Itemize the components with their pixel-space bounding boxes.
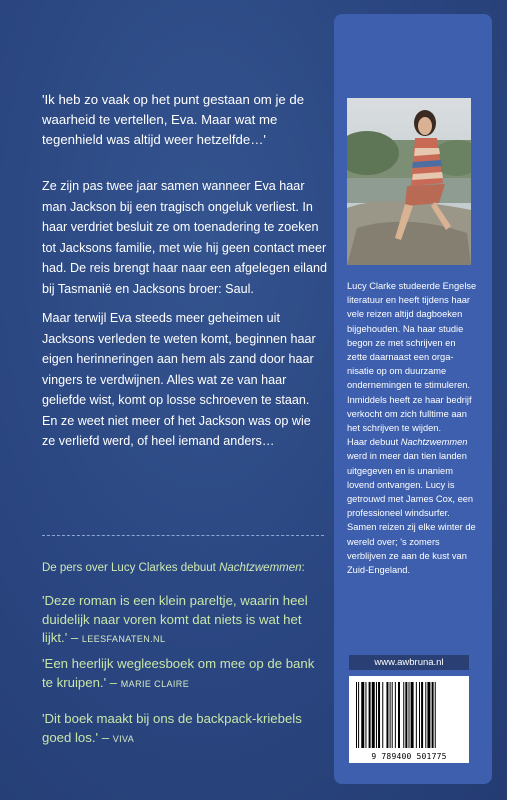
press-intro-title: Nachtzwemmen bbox=[219, 562, 302, 574]
review-1: 'Deze roman is een klein pareltje, waarin heel duidelijk naar voren komt dat niets is wat het lijkt.' – LEESFANATEN.NL bbox=[42, 593, 308, 645]
barcode-bar bbox=[361, 682, 364, 748]
barcode-bar bbox=[425, 682, 426, 748]
bio-book-title: Nachtzwemmen bbox=[400, 437, 468, 448]
barcode-bar bbox=[376, 682, 377, 748]
barcode-bars bbox=[349, 676, 469, 752]
barcode-bar bbox=[390, 682, 391, 748]
barcode-bar bbox=[421, 682, 423, 748]
barcode bbox=[349, 676, 469, 763]
barcode-bar bbox=[378, 682, 380, 748]
review-source: VIVA bbox=[112, 733, 135, 744]
barcode-bar bbox=[365, 682, 366, 748]
author-bio: Lucy Clarke studeerde Engelse literatuur en heeft tijdens haar vele reizen altijd dagboeken bijgehouden. Na haar studie begon ze met schrijven en zette daarnaast een orga-nisatie op om duurzame ondernemingen te stimuleren. Inmiddels heeft ze haar bedrijf verkocht om zich fulltime aan het schrijven te wijden. Haar debuut Nachtzwemmen werd in meer dan tien landen uitgegeven en is unaniem lovend ontvangen. Lucy is getrouwd met James Cox, een professioneel windsurfer. Samen reizen zij elke winter de wereld over; 's zomers verblijven ze aan de kust van Zuid-Engeland. bbox=[347, 281, 477, 576]
press-intro: De pers over Lucy Clarkes debuut Nachtzwemmen: bbox=[42, 562, 305, 574]
publisher-url[interactable]: www.awbruna.nl bbox=[349, 655, 469, 670]
barcode-bar bbox=[411, 682, 414, 748]
barcode-number: 9 789400 501775 bbox=[371, 752, 447, 761]
barcode-bar bbox=[372, 682, 375, 748]
barcode-bar bbox=[432, 682, 434, 748]
barcode-bar bbox=[405, 682, 407, 748]
review-2: 'Een heerlijk wegleesboek om mee op de bank te kruipen.' – MARIE CLAIRE bbox=[42, 656, 315, 690]
barcode-bar bbox=[395, 682, 396, 748]
barcode-bar bbox=[382, 682, 383, 748]
barcode-bar bbox=[369, 682, 371, 748]
review-3: 'Dit boek maakt bij ons de backpack-kriebels goed los.' – VIVA bbox=[42, 711, 302, 745]
blurb-quote: 'Ik heb zo vaak op het punt gestaan om je de waarheid te vertellen, Eva. Maar wat me tegenhield was altijd weer hetzelfde…' bbox=[42, 92, 305, 147]
author-photo bbox=[347, 98, 471, 265]
barcode-bar bbox=[398, 682, 400, 748]
barcode-bar bbox=[392, 682, 393, 748]
barcode-bar bbox=[419, 682, 420, 748]
barcode-bar bbox=[416, 682, 417, 748]
barcode-bar bbox=[435, 682, 436, 748]
barcode-bar bbox=[358, 682, 359, 748]
section-divider bbox=[42, 535, 324, 536]
barcode-bar bbox=[386, 682, 388, 748]
review-source: LEESFANATEN.NL bbox=[81, 634, 166, 644]
blurb-paragraph-1: Ze zijn pas twee jaar samen wanneer Eva haar man Jackson bij een tragisch ongeluk verliest. In haar verdriet besluit ze om toenadering te zoeken tot Jacksons familie, met wie hij geen contact meer had. De reis brengt haar naar een afgelegen eiland bij Tasmanië en Jacksons broer: Saul. bbox=[42, 179, 327, 296]
barcode-bar bbox=[427, 682, 430, 748]
barcode-bar bbox=[356, 682, 357, 748]
barcode-bar bbox=[409, 682, 410, 748]
barcode-bar bbox=[403, 682, 404, 748]
blurb-paragraph-2: Maar terwijl Eva steeds meer geheimen uit Jacksons verleden te weten komt, beginnen haar eigen herinneringen aan hem als zand door haar vingers te verdwijnen. Alles wat ze van haar geliefde wist, komt op losse schroeven te staan. En ze weet niet meer of het Jackson was op wie ze verliefd werd, of heel iemand anders… bbox=[42, 311, 316, 448]
review-source: MARIE CLAIRE bbox=[120, 678, 190, 689]
